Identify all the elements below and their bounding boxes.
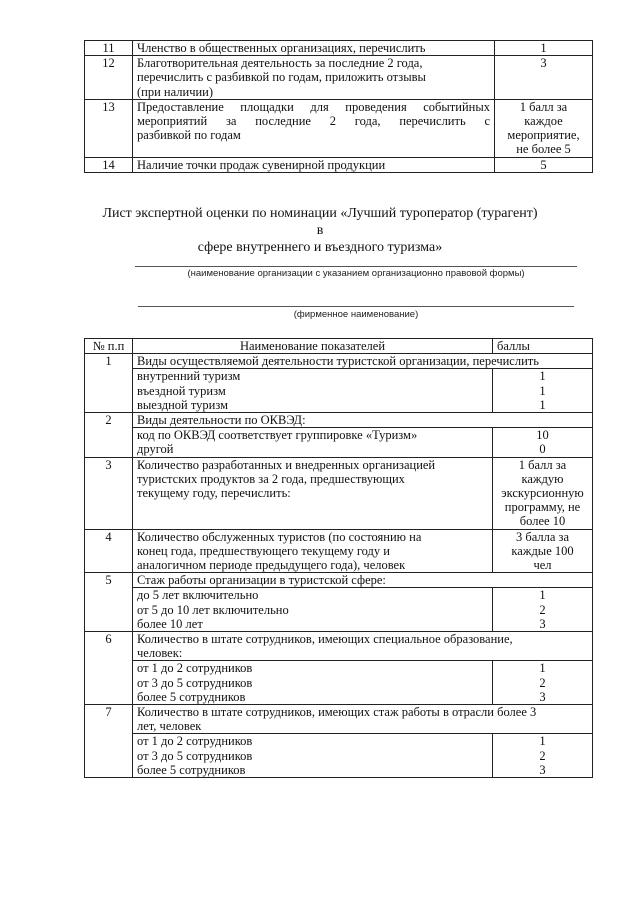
option-item: от 5 до 10 лет включительно [137,602,289,617]
row-number: 2 [85,413,133,428]
points-line: программу, не [504,500,581,515]
column-header-points: баллы [493,339,593,354]
row-number: 3 [85,457,133,529]
row-number: 11 [85,41,133,56]
option-item: от 3 до 5 сотрудников [137,748,253,763]
table-row [85,99,593,157]
criterion-text [133,56,495,100]
points-line: чел [533,558,552,573]
criterion-text [133,529,493,573]
nomination-heading [100,205,540,256]
criterion-text: Членство в общественных организациях, перечислить [133,41,495,56]
criterion-line: Количество разработанных и внедренных организацией [137,457,436,472]
criterion-line: текущему году, перечислить: [137,486,291,501]
criteria-table-continued [84,40,593,173]
section-title [133,632,593,661]
option-list [133,369,493,413]
criterion-line: мероприятий за последние 2 года, перечислить с [137,114,490,129]
empty-cell [85,588,133,632]
criterion-points [495,99,593,157]
points-value: 3 [539,689,546,704]
option-item: внутренний туризм [137,369,241,384]
criterion-line: разбивкой по годам [137,128,241,143]
table-row [85,588,593,632]
points-value: 3 [539,762,546,777]
points-line: 1 балл за [518,457,567,472]
section-title-line: Количество в штате сотрудников, имеющих стаж работы в отрасли более 3 [137,705,537,720]
points-value: 1 [539,734,546,749]
option-item: более 10 лет [137,616,203,631]
option-item: до 5 лет включительно [137,588,259,603]
row-number: 6 [85,632,133,661]
points-value: 1 [539,661,546,676]
option-list [133,661,493,705]
table-row [85,428,593,457]
row-number: 4 [85,529,133,573]
heading-line: Лист экспертной оценки по номинации «Лучший туроператор (турагент) в [102,206,538,238]
brand-name-line [138,306,574,307]
points-line: мероприятие, [507,128,580,143]
table-row [85,457,593,529]
criterion-line: аналогичном периоде предыдущего года), человек [137,558,406,573]
criterion-line: (при наличии) [137,84,214,99]
section-title-line: человек: [137,646,183,661]
points-line: не более 5 [516,142,571,157]
section-title [133,705,593,734]
points-value: 0 [539,442,546,457]
points-line: 1 балл за [519,99,568,114]
section-title-line: Количество в штате сотрудников, имеющих специальное образование, [137,632,513,647]
criterion-text [133,457,493,529]
option-item: от 1 до 2 сотрудников [137,734,253,749]
heading-line: сфере внутреннего и въездного туризма» [197,240,443,255]
option-item: более 5 сотрудников [137,689,246,704]
section-title: Стаж работы организации в туристской сфере: [133,573,593,588]
row-number: 13 [85,99,133,157]
points-value: 1 [539,588,546,603]
organization-name-caption: (наименование организации с указанием организационно правовой формы) [187,268,525,279]
option-points [493,369,593,413]
criterion-line: Благотворительная деятельность за последние 2 года, [137,56,423,71]
points-line: каждую [521,471,564,486]
row-number: 14 [85,157,133,172]
table-row [85,41,593,56]
option-item: более 5 сотрудников [137,762,246,777]
criterion-line: Предоставление площадки для проведения событийных [137,99,490,114]
row-number: 7 [85,705,133,734]
table-row [85,734,593,778]
table-header-row [85,339,593,354]
column-header-number: № п.п [85,339,133,354]
criterion-points [493,457,593,529]
points-value: 3 [539,616,546,631]
option-list [133,428,493,457]
criterion-points [493,529,593,573]
option-points [493,428,593,457]
evaluation-table [84,338,593,778]
points-line: экскурсионную [501,486,584,501]
table-row [85,369,593,413]
table-row [85,354,593,369]
criterion-line: перечислить с разбивкой по годам, приложить отзывы [137,70,426,85]
points-value: 2 [539,748,546,763]
points-value: 2 [539,602,546,617]
brand-name-caption: (фирменное наименование) [293,309,419,320]
criterion-line: конец года, предшествующего текущему году и [137,543,390,558]
empty-cell [85,661,133,705]
option-points [493,661,593,705]
table-row [85,632,593,661]
row-number: 12 [85,56,133,100]
criterion-line: Количество обслуженных туристов (по состоянию на [137,529,422,544]
criterion-points: 5 [495,157,593,172]
empty-cell [85,428,133,457]
section-title: Виды осуществляемой деятельности туристской организации, перечислить [133,354,593,369]
section-title: Виды деятельности по ОКВЭД: [133,413,593,428]
option-item: от 1 до 2 сотрудников [137,661,253,676]
organization-name-line [135,266,577,267]
option-points [493,588,593,632]
option-item: код по ОКВЭД соответствует группировке «Туризм» [137,428,418,443]
table-row [85,705,593,734]
column-header-name: Наименование показателей [133,339,493,354]
points-line: более 10 [519,514,566,529]
points-value: 2 [539,675,546,690]
table-row [85,529,593,573]
points-value: 10 [536,428,549,443]
empty-cell [85,369,133,413]
points-value: 1 [539,383,546,398]
row-number: 5 [85,573,133,588]
criterion-points: 1 [495,41,593,56]
option-list [133,734,493,778]
option-item: от 3 до 5 сотрудников [137,675,253,690]
table-row [85,573,593,588]
option-points [493,734,593,778]
criterion-text [133,99,495,157]
section-title-line: лет, человек [137,719,202,734]
criterion-line: туристских продуктов за 2 года, предшествующих [137,471,405,486]
option-list [133,588,493,632]
criterion-points: 3 [495,56,593,100]
table-row [85,157,593,172]
points-value: 1 [539,369,546,384]
option-item: другой [137,442,174,457]
table-row [85,413,593,428]
points-value: 1 [539,397,546,412]
row-number: 1 [85,354,133,369]
empty-cell [85,734,133,778]
points-line: каждое [524,114,563,129]
option-item: въездной туризм [137,383,226,398]
table-row [85,56,593,100]
table-row [85,661,593,705]
option-item: выездной туризм [137,397,228,412]
points-line: каждые 100 [511,543,574,558]
criterion-text: Наличие точки продаж сувенирной продукции [133,157,495,172]
points-line: 3 балла за [515,529,570,544]
